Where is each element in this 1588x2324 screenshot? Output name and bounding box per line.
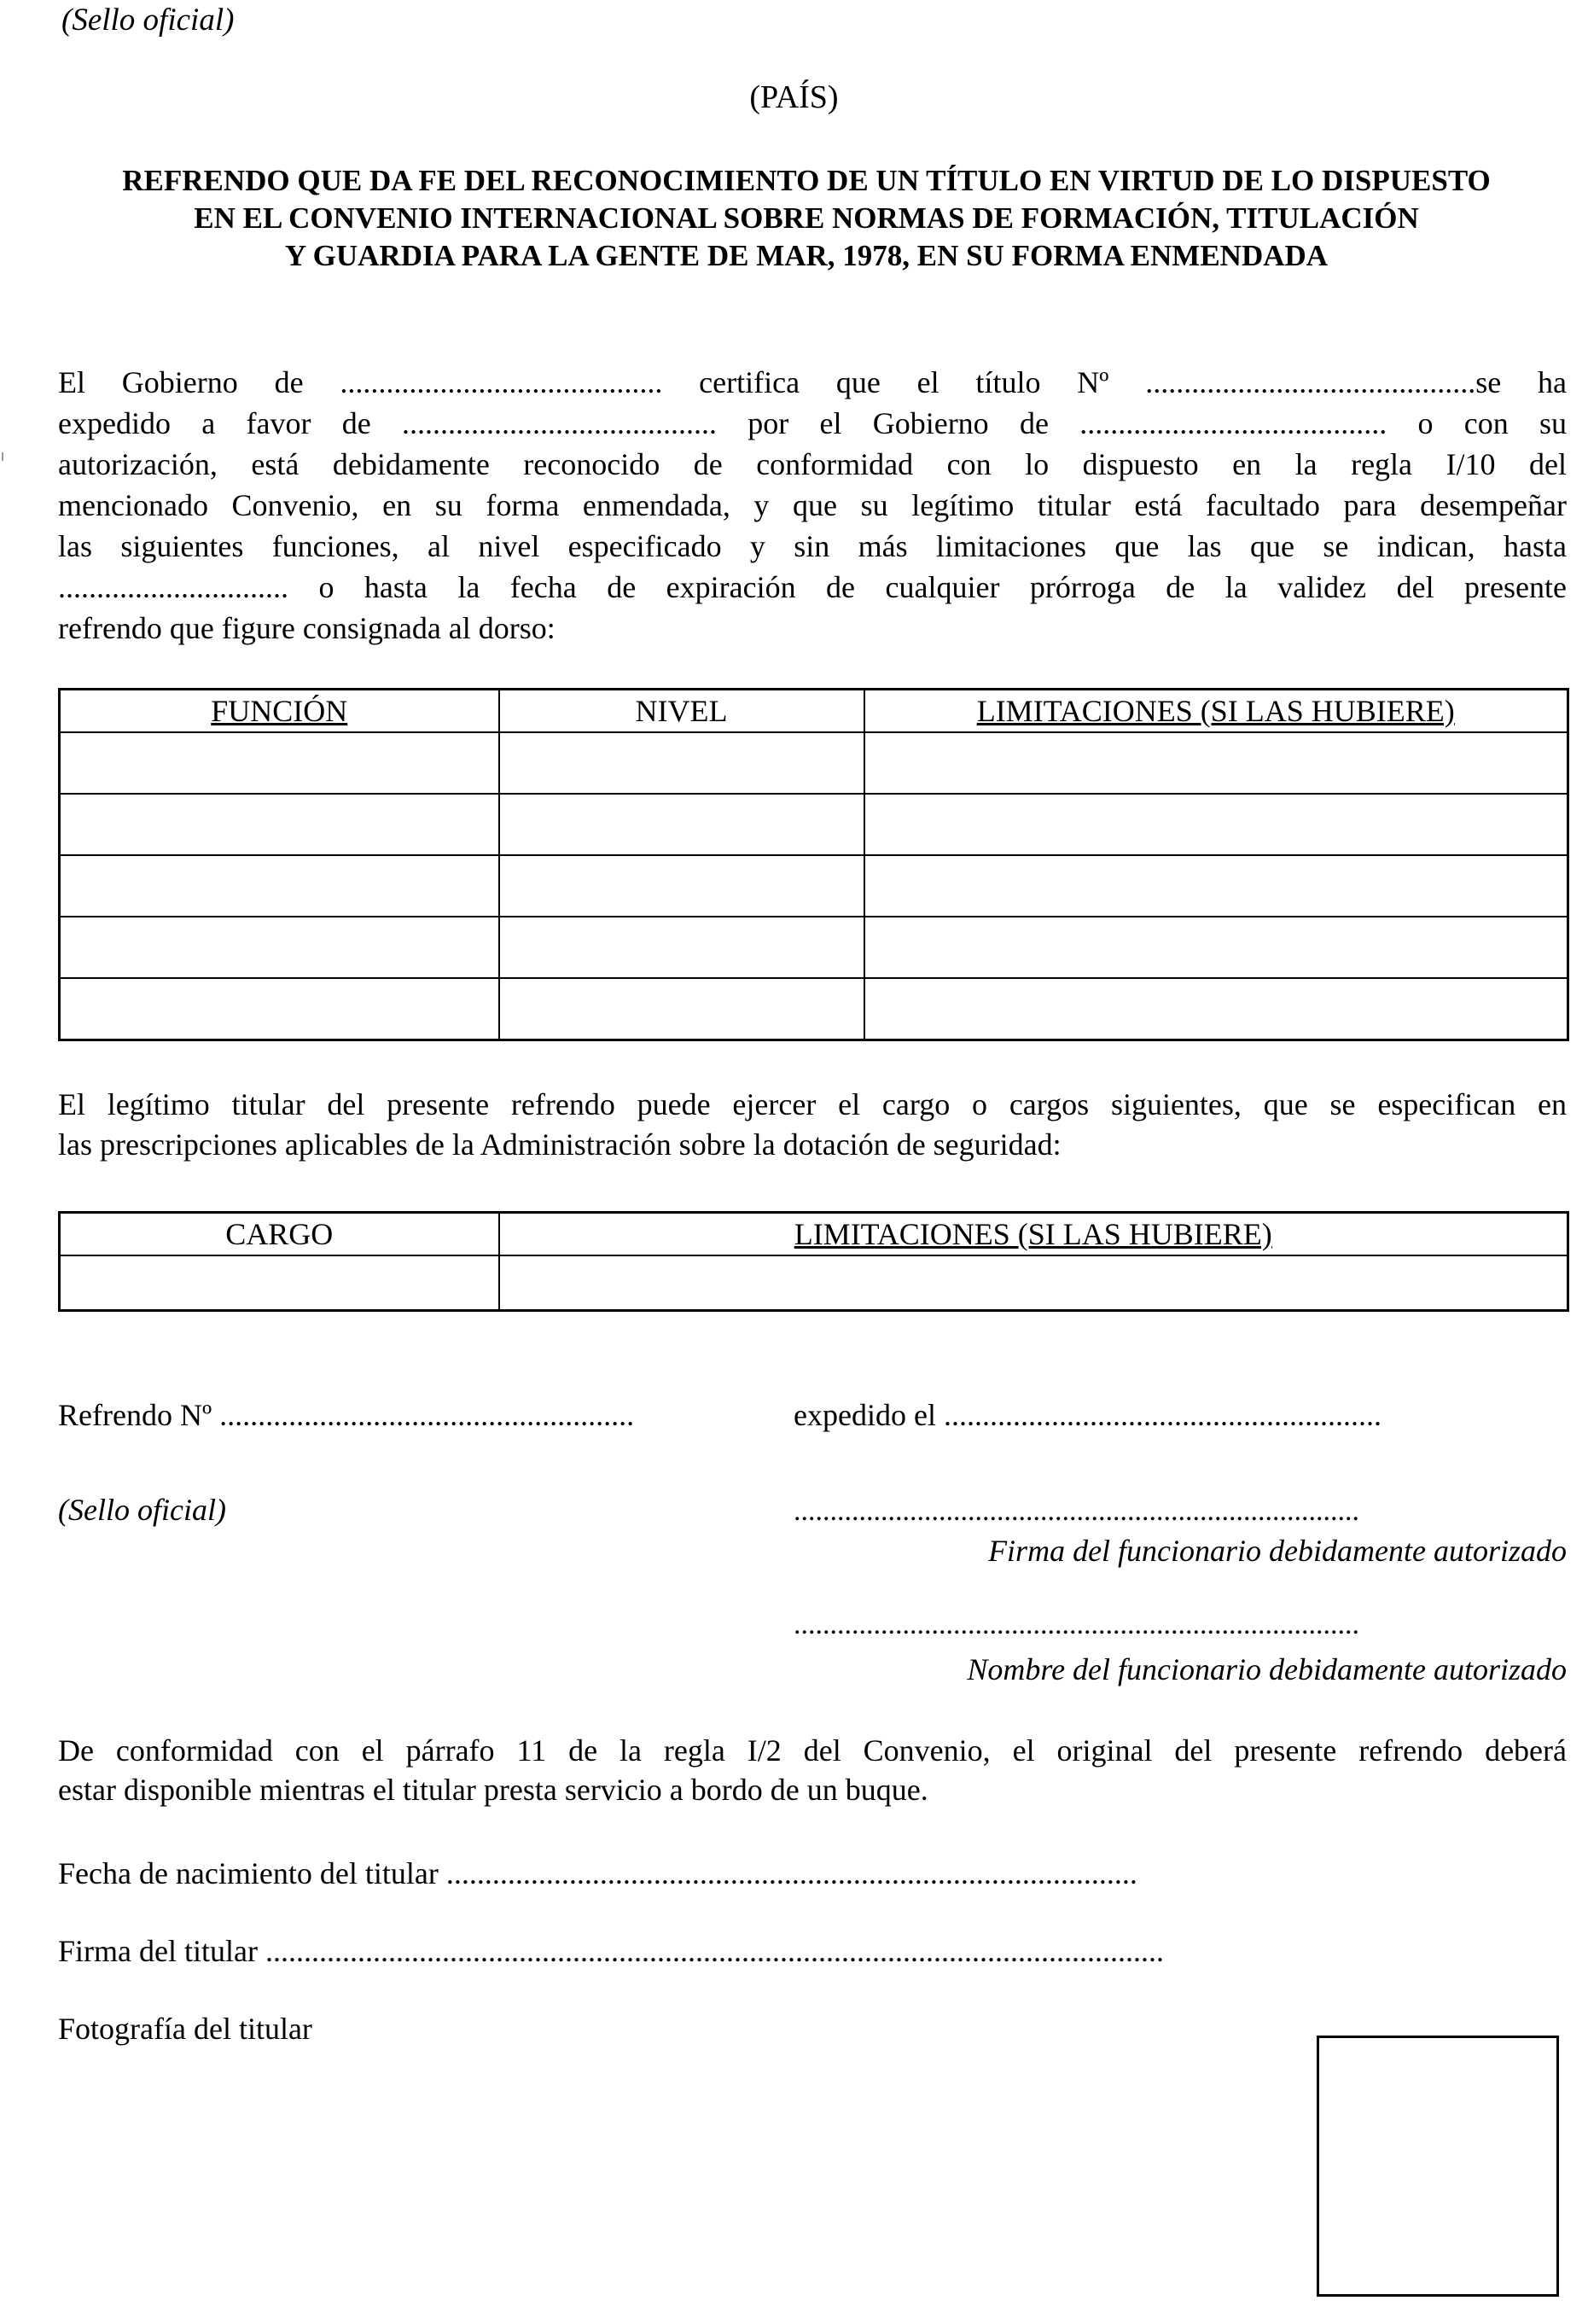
- paragraph-line: refrendo que figure consignada al dorso:: [58, 611, 556, 645]
- table-cell[interactable]: [499, 855, 864, 917]
- paragraph-line: De conformidad con el párrafo 11 de la regla I/2 del Convenio, el original del presente refrendo deberá: [58, 1733, 1567, 1768]
- column-header-position: CARGO: [60, 1213, 499, 1256]
- table-cell[interactable]: [499, 794, 864, 855]
- country-placeholder: (PAÍS): [749, 79, 839, 115]
- table-row: [60, 794, 1568, 855]
- paragraph-line: expedido a favor de ......................................... por el Gobierno de ........................................ o con su: [58, 406, 1567, 440]
- table-cell[interactable]: [60, 794, 499, 855]
- column-header-limitations: LIMITACIONES (SI LAS HUBIERE): [864, 690, 1568, 733]
- title-line-2: EN EL CONVENIO INTERNACIONAL SOBRE NORMAS DE FORMACIÓN, TITULACIÓN: [194, 201, 1419, 235]
- paragraph-line: El legítimo titular del presente refrendo puede ejercer el cargo o cargos siguientes, que se especifican en: [58, 1087, 1567, 1121]
- table-row: [60, 855, 1568, 917]
- holder-photo-box[interactable]: [1317, 2036, 1559, 2297]
- official-signature-caption: Firma del funcionario debidamente autorizado: [988, 1534, 1567, 1568]
- table-cell[interactable]: [864, 978, 1568, 1040]
- issued-date-field[interactable]: expedido el .........................................................: [794, 1398, 1382, 1432]
- table-cell[interactable]: [864, 794, 1568, 855]
- table-cell[interactable]: [864, 917, 1568, 978]
- official-name-caption: Nombre del funcionario debidamente autorizado: [967, 1652, 1567, 1686]
- official-signature-field[interactable]: ..............................................................................: [794, 1495, 1359, 1527]
- holder-birth-date-field[interactable]: Fecha de nacimiento del titular ..........................................................................................: [58, 1856, 1137, 1890]
- table-cell[interactable]: [60, 1255, 499, 1311]
- table-cell[interactable]: [864, 732, 1568, 794]
- table-row: [60, 978, 1568, 1040]
- table-cell[interactable]: [499, 732, 864, 794]
- document-title: [51, 162, 1562, 275]
- holder-signature-field[interactable]: Firma del titular .....................................................................................................................: [58, 1934, 1164, 1968]
- official-seal-label-top: (Sello oficial): [61, 3, 235, 38]
- paragraph-line: las prescripciones aplicables de la Administración sobre la dotación de seguridad:: [58, 1127, 1062, 1162]
- table-cell[interactable]: [499, 917, 864, 978]
- column-header-level: NIVEL: [499, 690, 864, 733]
- table-header-row: [60, 1213, 1568, 1256]
- official-name-field[interactable]: ..............................................................................: [794, 1609, 1359, 1640]
- scan-mark: [2, 452, 3, 461]
- table-cell[interactable]: [499, 1255, 1568, 1311]
- paragraph-line: mencionado Convenio, en su forma enmendada, y que su legítimo titular está facultado para desempeñar: [58, 488, 1567, 522]
- availability-paragraph: [58, 1731, 1567, 1809]
- paragraph-line: autorización, está debidamente reconocido de conformidad con lo dispuesto en la regla I/10 del: [58, 447, 1567, 481]
- holder-photo-label: Fotografía del titular: [58, 2012, 312, 2046]
- positions-table: [58, 1211, 1569, 1312]
- table-cell[interactable]: [499, 978, 864, 1040]
- table-row: [60, 1255, 1568, 1311]
- paragraph-line: El Gobierno de .......................................... certifica que el título Nº ...........................................se ha: [58, 365, 1567, 399]
- column-header-function: FUNCIÓN: [60, 690, 499, 733]
- endorsement-number-field[interactable]: Refrendo Nº ......................................................: [58, 1398, 635, 1432]
- title-line-1: REFRENDO QUE DA FE DEL RECONOCIMIENTO DE UN TÍTULO EN VIRTUD DE LO DISPUESTO: [122, 164, 1491, 197]
- table-cell[interactable]: [60, 978, 499, 1040]
- table-row: [60, 917, 1568, 978]
- table-cell[interactable]: [60, 732, 499, 794]
- title-line-3: Y GUARDIA PARA LA GENTE DE MAR, 1978, EN SU FORMA ENMENDADA: [284, 239, 1329, 272]
- table-header-row: [60, 690, 1568, 733]
- column-header-limitations: LIMITACIONES (SI LAS HUBIERE): [499, 1213, 1568, 1256]
- positions-paragraph: [58, 1085, 1567, 1165]
- paragraph-line: las siguientes funciones, al nivel especificado y sin más limitaciones que las que se indican, hasta: [58, 529, 1567, 563]
- functions-table: [58, 688, 1569, 1041]
- table-cell[interactable]: [60, 917, 499, 978]
- paragraph-line: .............................. o hasta la fecha de expiración de cualquier prórroga de la validez del presente: [58, 570, 1567, 604]
- paragraph-line: estar disponible mientras el titular presta servicio a bordo de un buque.: [58, 1773, 928, 1807]
- certification-paragraph: [58, 362, 1567, 649]
- table-cell[interactable]: [60, 855, 499, 917]
- table-row: [60, 732, 1568, 794]
- official-seal-label-bottom: (Sello oficial): [58, 1493, 226, 1527]
- table-cell[interactable]: [864, 855, 1568, 917]
